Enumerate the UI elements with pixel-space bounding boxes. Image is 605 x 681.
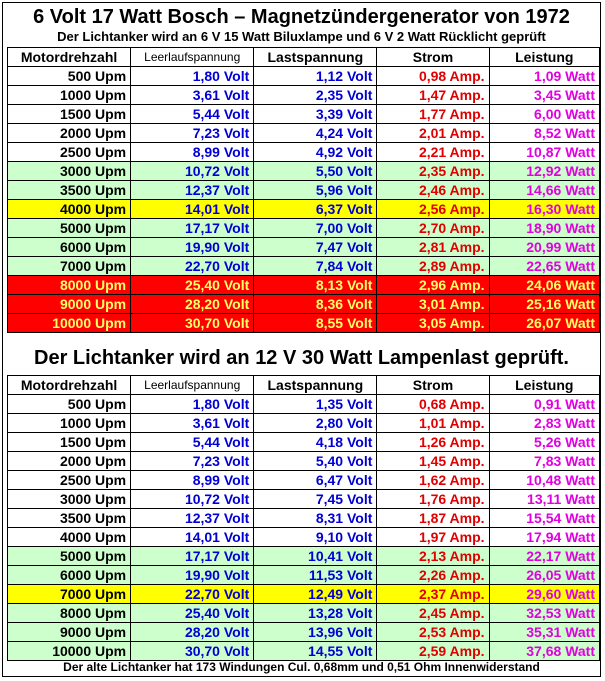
header-motordrehzahl: Motordrehzahl: [8, 376, 131, 395]
measurement-table-12v: [7, 375, 600, 661]
cell-load-voltage: 1,35 Volt: [254, 395, 377, 414]
cell-rpm: 10000 Upm: [8, 314, 131, 333]
cell-load-voltage: 7,00 Volt: [254, 219, 377, 238]
cell-current: 1,45 Amp.: [377, 452, 489, 471]
cell-power: 35,31 Watt: [489, 623, 599, 642]
cell-power: 14,66 Watt: [489, 181, 599, 200]
table-row: [8, 452, 600, 471]
table-row: [8, 471, 600, 490]
cell-power: 10,87 Watt: [489, 143, 599, 162]
cell-power: 17,94 Watt: [489, 528, 599, 547]
cell-current: 2,96 Amp.: [377, 276, 489, 295]
cell-rpm: 3000 Upm: [8, 490, 131, 509]
cell-current: 2,81 Amp.: [377, 238, 489, 257]
cell-rpm: 9000 Upm: [8, 623, 131, 642]
cell-power: 22,17 Watt: [489, 547, 599, 566]
cell-idle-voltage: 7,23 Volt: [131, 124, 254, 143]
header-strom: Strom: [377, 376, 489, 395]
cell-idle-voltage: 28,20 Volt: [131, 295, 254, 314]
cell-idle-voltage: 8,99 Volt: [131, 471, 254, 490]
cell-idle-voltage: 25,40 Volt: [131, 276, 254, 295]
page-subtitle: Der Lichtanker wird an 6 V 15 Watt Biluxlampe und 6 V 2 Watt Rücklicht geprüft: [57, 29, 546, 44]
cell-power: 13,11 Watt: [489, 490, 599, 509]
cell-current: 3,05 Amp.: [377, 314, 489, 333]
cell-load-voltage: 7,47 Volt: [254, 238, 377, 257]
cell-rpm: 1500 Upm: [8, 105, 131, 124]
header-leistung: Leistung: [489, 376, 599, 395]
cell-load-voltage: 1,12 Volt: [254, 67, 377, 86]
cell-rpm: 1000 Upm: [8, 86, 131, 105]
cell-load-voltage: 5,50 Volt: [254, 162, 377, 181]
cell-current: 2,59 Amp.: [377, 642, 489, 661]
table-row: [8, 414, 600, 433]
cell-idle-voltage: 25,40 Volt: [131, 604, 254, 623]
cell-idle-voltage: 17,17 Volt: [131, 219, 254, 238]
header-lastspannung: Lastspannung: [254, 376, 377, 395]
table-row: [8, 143, 600, 162]
cell-rpm: 7000 Upm: [8, 257, 131, 276]
table-row: [8, 181, 600, 200]
cell-power: 7,83 Watt: [489, 452, 599, 471]
cell-current: 1,87 Amp.: [377, 509, 489, 528]
cell-idle-voltage: 17,17 Volt: [131, 547, 254, 566]
cell-current: 2,13 Amp.: [377, 547, 489, 566]
cell-rpm: 500 Upm: [8, 395, 131, 414]
cell-load-voltage: 7,45 Volt: [254, 490, 377, 509]
table-row: [8, 623, 600, 642]
page-title: 6 Volt 17 Watt Bosch – Magnetzündergenerator von 1972: [33, 6, 570, 28]
cell-load-voltage: 8,31 Volt: [254, 509, 377, 528]
cell-current: 2,56 Amp.: [377, 200, 489, 219]
cell-current: 2,21 Amp.: [377, 143, 489, 162]
cell-power: 20,99 Watt: [489, 238, 599, 257]
cell-load-voltage: 8,36 Volt: [254, 295, 377, 314]
cell-rpm: 2500 Upm: [8, 143, 131, 162]
cell-idle-voltage: 10,72 Volt: [131, 162, 254, 181]
cell-idle-voltage: 14,01 Volt: [131, 200, 254, 219]
cell-rpm: 4000 Upm: [8, 200, 131, 219]
cell-idle-voltage: 5,44 Volt: [131, 433, 254, 452]
cell-idle-voltage: 19,90 Volt: [131, 238, 254, 257]
cell-current: 2,45 Amp.: [377, 604, 489, 623]
cell-current: 1,47 Amp.: [377, 86, 489, 105]
cell-power: 12,92 Watt: [489, 162, 599, 181]
table-row: [8, 257, 600, 276]
cell-idle-voltage: 8,99 Volt: [131, 143, 254, 162]
cell-load-voltage: 10,41 Volt: [254, 547, 377, 566]
table-row: [8, 124, 600, 143]
table-row: [8, 314, 600, 333]
cell-load-voltage: 13,28 Volt: [254, 604, 377, 623]
cell-current: 2,37 Amp.: [377, 585, 489, 604]
cell-idle-voltage: 28,20 Volt: [131, 623, 254, 642]
cell-load-voltage: 13,96 Volt: [254, 623, 377, 642]
cell-power: 22,65 Watt: [489, 257, 599, 276]
table-row: [8, 395, 600, 414]
cell-current: 2,01 Amp.: [377, 124, 489, 143]
cell-power: 26,05 Watt: [489, 566, 599, 585]
cell-load-voltage: 12,49 Volt: [254, 585, 377, 604]
cell-idle-voltage: 30,70 Volt: [131, 314, 254, 333]
cell-idle-voltage: 14,01 Volt: [131, 528, 254, 547]
cell-load-voltage: 2,35 Volt: [254, 86, 377, 105]
cell-current: 2,26 Amp.: [377, 566, 489, 585]
cell-power: 3,45 Watt: [489, 86, 599, 105]
table-row: [8, 509, 600, 528]
cell-rpm: 2500 Upm: [8, 471, 131, 490]
cell-idle-voltage: 1,80 Volt: [131, 395, 254, 414]
cell-rpm: 9000 Upm: [8, 295, 131, 314]
header-leistung: Leistung: [489, 48, 599, 67]
cell-current: 1,76 Amp.: [377, 490, 489, 509]
cell-rpm: 4000 Upm: [8, 528, 131, 547]
cell-power: 29,60 Watt: [489, 585, 599, 604]
cell-idle-voltage: 22,70 Volt: [131, 585, 254, 604]
header-lastspannung: Lastspannung: [254, 48, 377, 67]
section-title-12v: Der Lichtanker wird an 12 V 30 Watt Lampenlast geprüft.: [34, 347, 569, 369]
cell-idle-voltage: 3,61 Volt: [131, 86, 254, 105]
table-row: [8, 219, 600, 238]
cell-power: 15,54 Watt: [489, 509, 599, 528]
cell-power: 1,09 Watt: [489, 67, 599, 86]
cell-current: 2,53 Amp.: [377, 623, 489, 642]
table-row: [8, 604, 600, 623]
cell-current: 2,35 Amp.: [377, 162, 489, 181]
table-row: [8, 238, 600, 257]
cell-load-voltage: 4,92 Volt: [254, 143, 377, 162]
table-row: [8, 528, 600, 547]
table-row: [8, 200, 600, 219]
cell-idle-voltage: 30,70 Volt: [131, 642, 254, 661]
cell-idle-voltage: 10,72 Volt: [131, 490, 254, 509]
table-row: [8, 585, 600, 604]
cell-load-voltage: 4,18 Volt: [254, 433, 377, 452]
table-row: [8, 490, 600, 509]
cell-load-voltage: 11,53 Volt: [254, 566, 377, 585]
cell-current: 1,01 Amp.: [377, 414, 489, 433]
cell-power: 16,30 Watt: [489, 200, 599, 219]
table-row: [8, 547, 600, 566]
cell-load-voltage: 5,40 Volt: [254, 452, 377, 471]
cell-rpm: 2000 Upm: [8, 124, 131, 143]
table-row: [8, 433, 600, 452]
table-header-row: [8, 376, 600, 395]
cell-current: 0,98 Amp.: [377, 67, 489, 86]
cell-idle-voltage: 7,23 Volt: [131, 452, 254, 471]
cell-load-voltage: 8,55 Volt: [254, 314, 377, 333]
cell-load-voltage: 9,10 Volt: [254, 528, 377, 547]
cell-power: 10,48 Watt: [489, 471, 599, 490]
cell-power: 8,52 Watt: [489, 124, 599, 143]
cell-power: 5,26 Watt: [489, 433, 599, 452]
cell-current: 0,68 Amp.: [377, 395, 489, 414]
cell-load-voltage: 5,96 Volt: [254, 181, 377, 200]
cell-rpm: 7000 Upm: [8, 585, 131, 604]
table-row: [8, 67, 600, 86]
cell-power: 6,00 Watt: [489, 105, 599, 124]
cell-power: 0,91 Watt: [489, 395, 599, 414]
table-row: [8, 105, 600, 124]
header-strom: Strom: [377, 48, 489, 67]
cell-current: 2,70 Amp.: [377, 219, 489, 238]
cell-rpm: 3000 Upm: [8, 162, 131, 181]
cell-idle-voltage: 22,70 Volt: [131, 257, 254, 276]
cell-rpm: 3500 Upm: [8, 509, 131, 528]
table-row: [8, 86, 600, 105]
cell-current: 1,77 Amp.: [377, 105, 489, 124]
cell-current: 3,01 Amp.: [377, 295, 489, 314]
cell-rpm: 8000 Upm: [8, 604, 131, 623]
cell-rpm: 1500 Upm: [8, 433, 131, 452]
cell-idle-voltage: 19,90 Volt: [131, 566, 254, 585]
cell-idle-voltage: 3,61 Volt: [131, 414, 254, 433]
cell-load-voltage: 7,84 Volt: [254, 257, 377, 276]
cell-rpm: 8000 Upm: [8, 276, 131, 295]
document-frame: [2, 2, 601, 677]
cell-rpm: 1000 Upm: [8, 414, 131, 433]
cell-idle-voltage: 12,37 Volt: [131, 181, 254, 200]
cell-current: 2,46 Amp.: [377, 181, 489, 200]
cell-current: 1,97 Amp.: [377, 528, 489, 547]
cell-rpm: 5000 Upm: [8, 219, 131, 238]
cell-power: 37,68 Watt: [489, 642, 599, 661]
table-row: [8, 566, 600, 585]
cell-load-voltage: 8,13 Volt: [254, 276, 377, 295]
cell-rpm: 10000 Upm: [8, 642, 131, 661]
cell-current: 2,89 Amp.: [377, 257, 489, 276]
cell-rpm: 6000 Upm: [8, 238, 131, 257]
cell-load-voltage: 6,47 Volt: [254, 471, 377, 490]
cell-load-voltage: 4,24 Volt: [254, 124, 377, 143]
header-motordrehzahl: Motordrehzahl: [8, 48, 131, 67]
table-row: [8, 276, 600, 295]
cell-current: 1,26 Amp.: [377, 433, 489, 452]
measurement-table-6v: [7, 47, 600, 333]
table-header-row: [8, 48, 600, 67]
cell-power: 26,07 Watt: [489, 314, 599, 333]
cell-power: 18,90 Watt: [489, 219, 599, 238]
cell-load-voltage: 2,80 Volt: [254, 414, 377, 433]
cell-rpm: 5000 Upm: [8, 547, 131, 566]
cell-power: 32,53 Watt: [489, 604, 599, 623]
cell-power: 2,83 Watt: [489, 414, 599, 433]
cell-idle-voltage: 12,37 Volt: [131, 509, 254, 528]
cell-load-voltage: 14,55 Volt: [254, 642, 377, 661]
table-row: [8, 642, 600, 661]
cell-load-voltage: 3,39 Volt: [254, 105, 377, 124]
table-row: [8, 162, 600, 181]
cell-rpm: 2000 Upm: [8, 452, 131, 471]
cell-power: 25,16 Watt: [489, 295, 599, 314]
cell-rpm: 500 Upm: [8, 67, 131, 86]
cell-load-voltage: 6,37 Volt: [254, 200, 377, 219]
cell-idle-voltage: 1,80 Volt: [131, 67, 254, 86]
cell-rpm: 3500 Upm: [8, 181, 131, 200]
cell-idle-voltage: 5,44 Volt: [131, 105, 254, 124]
header-leerlaufspannung: Leerlaufspannung: [131, 376, 254, 395]
cell-current: 1,62 Amp.: [377, 471, 489, 490]
header-leerlaufspannung: Leerlaufspannung: [131, 48, 254, 67]
table-row: [8, 295, 600, 314]
cell-power: 24,06 Watt: [489, 276, 599, 295]
footer-note: Der alte Lichtanker hat 173 Windungen Cul. 0,68mm und 0,51 Ohm Innenwiderstand: [63, 660, 540, 674]
cell-rpm: 6000 Upm: [8, 566, 131, 585]
